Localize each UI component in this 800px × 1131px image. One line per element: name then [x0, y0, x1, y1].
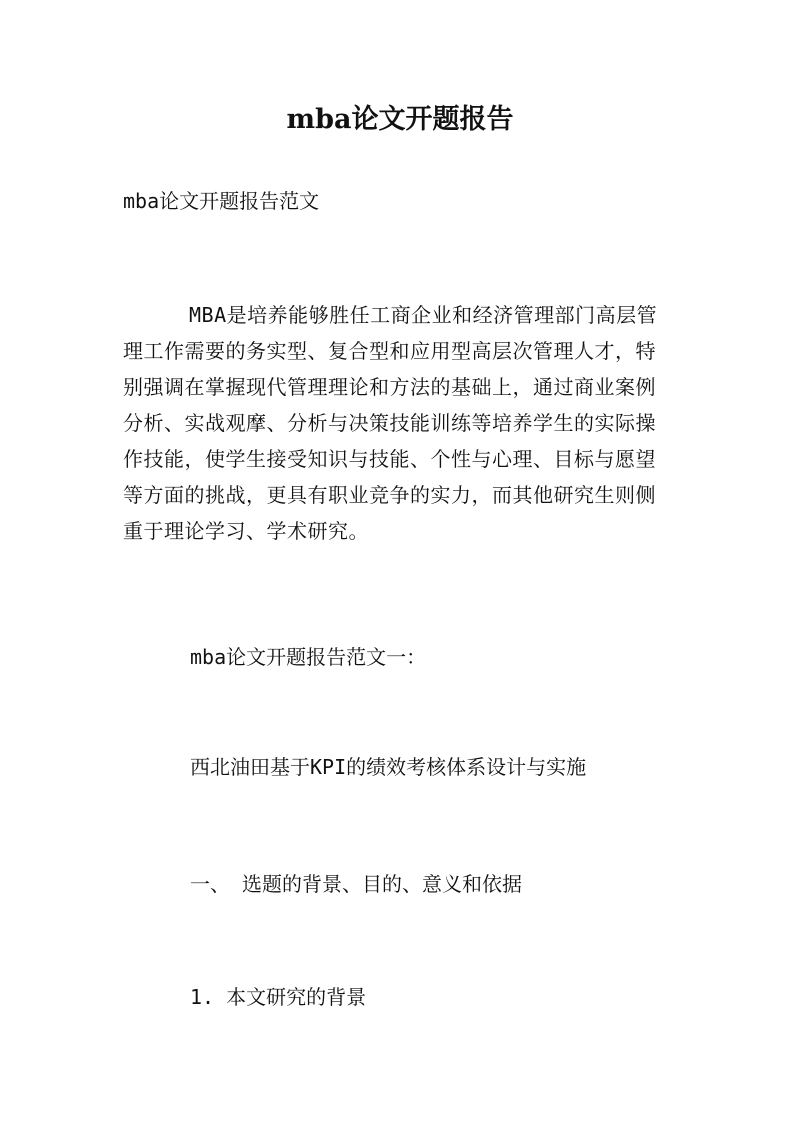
section-heading: 一、 选题的背景、目的、意义和依据 [190, 872, 523, 896]
intro-line: 理工作需要的务实型、复合型和应用型高层次管理人才，特 [123, 339, 656, 363]
intro-line: 别强调在掌握现代管理理论和方法的基础上，通过商业案例 [123, 375, 656, 399]
sample-heading: mba论文开题报告范文一： [190, 645, 427, 669]
intro-line: 作技能，使学生接受知识与技能、个性与心理、目标与愿望 [123, 447, 656, 471]
intro-line: 分析、实战观摩、分析与决策技能训练等培养学生的实际操 [123, 411, 656, 435]
intro-line: 等方面的挑战，更具有职业竞争的实力，而其他研究生则侧 [123, 483, 656, 507]
subsection-heading: 1. 本文研究的背景 [190, 985, 367, 1009]
intro-line: 重于理论学习、学术研究。 [123, 519, 369, 543]
intro-paragraph [123, 297, 683, 549]
document-title: mba论文开题报告 [286, 104, 514, 135]
intro-line: MBA是培养能够胜任工商企业和经济管理部门高层管 [189, 303, 658, 327]
thesis-topic: 西北油田基于KPI的绩效考核体系设计与实施 [190, 755, 587, 779]
document-subtitle: mba论文开题报告范文 [123, 189, 320, 213]
